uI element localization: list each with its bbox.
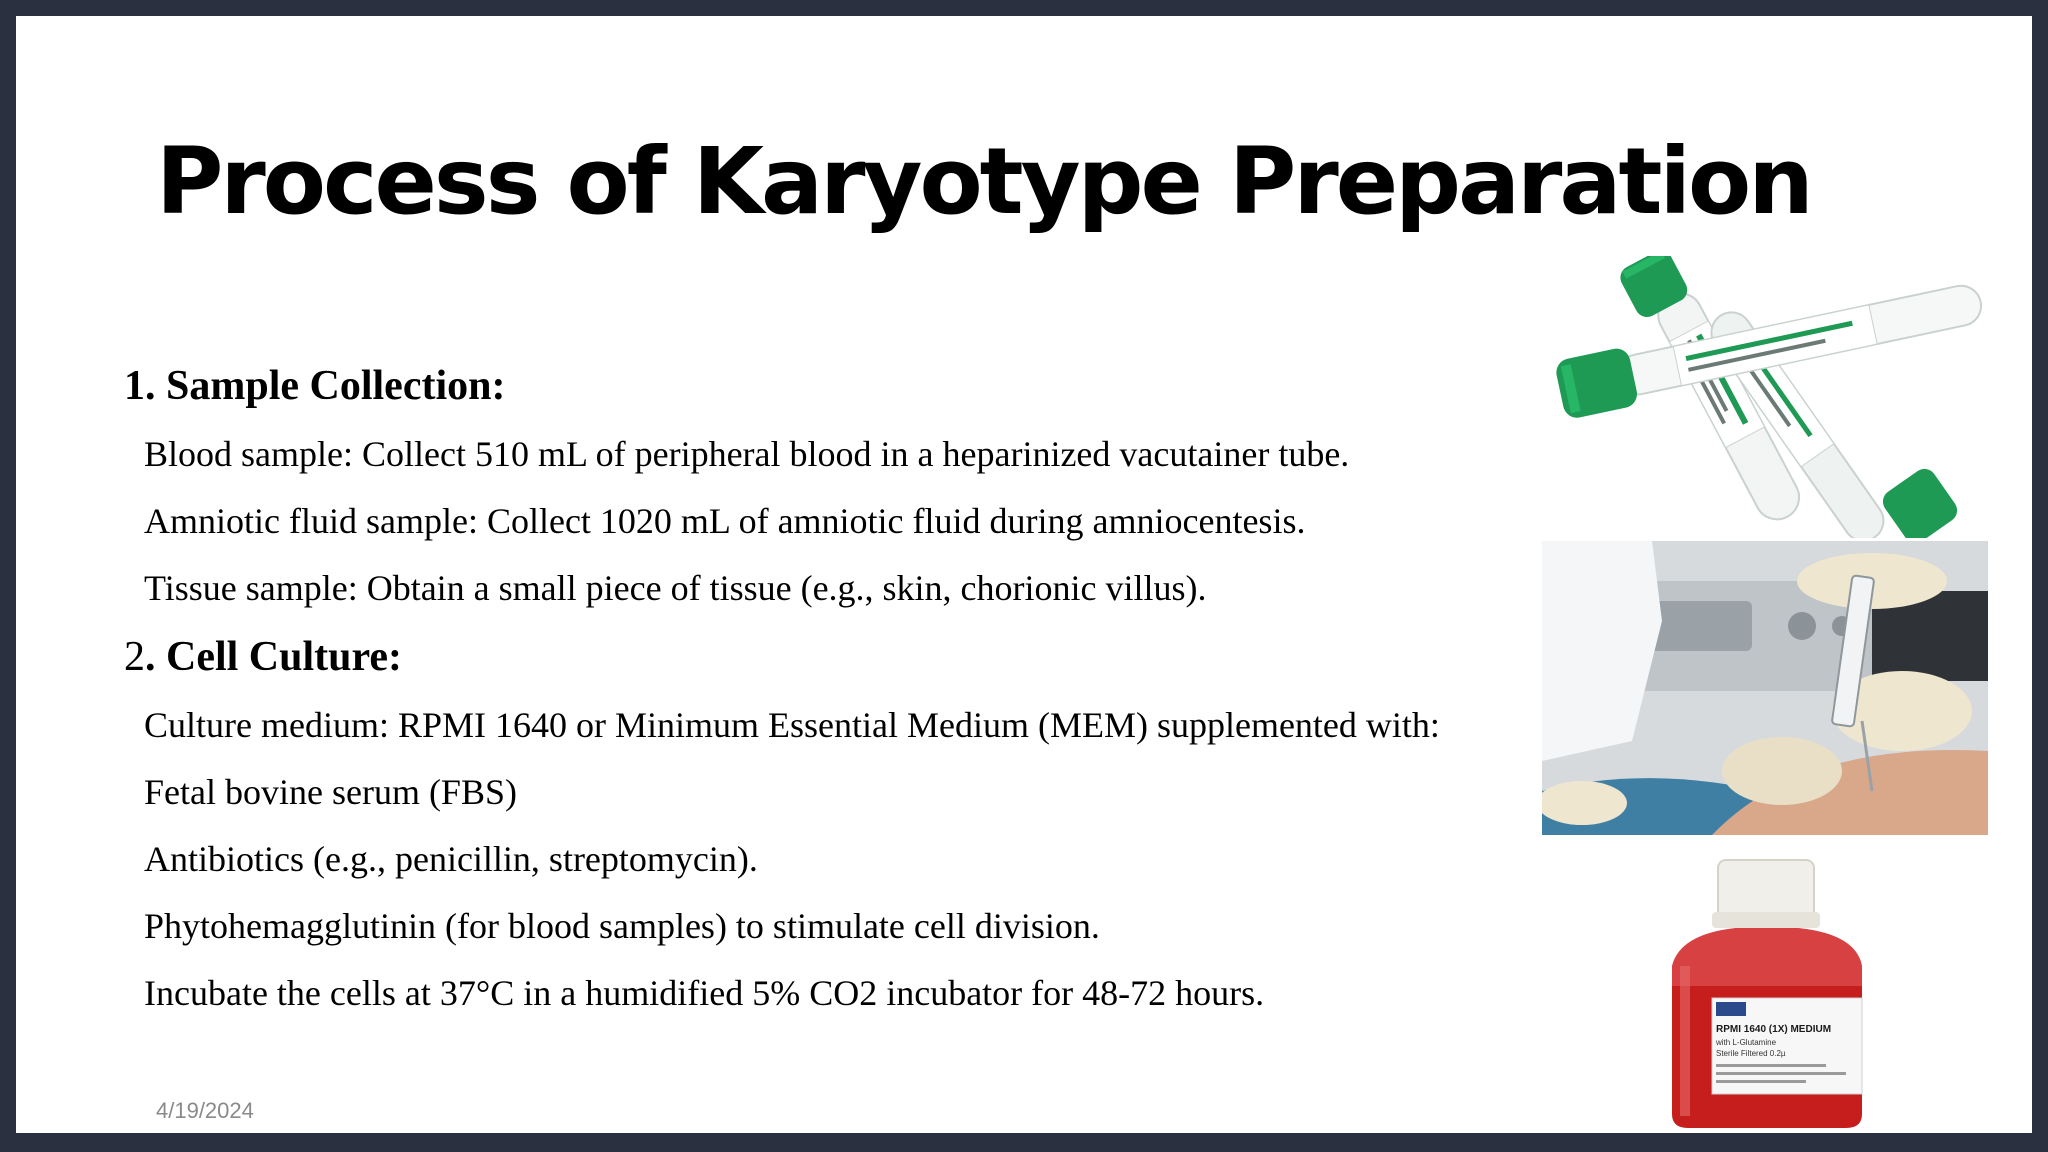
blood-tubes-illustration <box>1540 256 1996 538</box>
blood-tubes-photo-icon <box>1540 256 1996 538</box>
section-number: 1 <box>124 363 145 409</box>
section-heading-sample-collection <box>124 351 1544 421</box>
amniocentesis-illustration <box>1542 541 1988 835</box>
amniocentesis-photo-icon <box>1542 541 1988 835</box>
slide <box>16 16 2032 1133</box>
bullet-line: Blood sample: Collect 510 mL of peripheral blood in a heparinized vacutainer tube. <box>144 434 1350 474</box>
section-heading-cell-culture <box>124 622 1544 692</box>
bullet-line: Antibiotics (e.g., penicillin, streptomycin). <box>144 839 758 879</box>
section-heading-text: . Sample Collection: <box>145 363 506 409</box>
slide-title: Process of Karyotype Preparation <box>156 128 1811 235</box>
bottle-label-line: RPMI 1640 (1X) MEDIUM <box>1716 1024 1832 1035</box>
bullet-line: Tissue sample: Obtain a small piece of tissue (e.g., skin, chorionic villus). <box>144 568 1207 608</box>
section-number: 2 <box>124 634 145 680</box>
bullet-line: Phytohemagglutinin (for blood samples) to stimulate cell division. <box>144 906 1100 946</box>
bullet-line: Fetal bovine serum (FBS) <box>144 772 517 812</box>
bottle-label-line: Sterile Filtered 0.2µ <box>1716 1049 1786 1058</box>
glove <box>1722 737 1842 805</box>
culture-medium-bottle-illustration <box>1540 846 1994 1133</box>
slide-date: 4/19/2024 <box>156 1098 254 1123</box>
culture-medium-bottle-photo-icon <box>1540 846 1994 1133</box>
bullet-line: Incubate the cells at 37°C in a humidified 5% CO2 incubator for 48-72 hours. <box>144 973 1265 1013</box>
tube-cap <box>1878 464 1962 538</box>
bullet-line: Amniotic fluid sample: Collect 1020 mL of amniotic fluid during amniocentesis. <box>144 501 1306 541</box>
bottle-label-line: with L-Glutamine <box>1716 1038 1777 1047</box>
bullet-line: Culture medium: RPMI 1640 or Minimum Essential Medium (MEM) supplemented with: <box>144 705 1440 745</box>
section-heading-text: . Cell Culture: <box>145 634 403 680</box>
slide-body <box>124 351 1544 1027</box>
